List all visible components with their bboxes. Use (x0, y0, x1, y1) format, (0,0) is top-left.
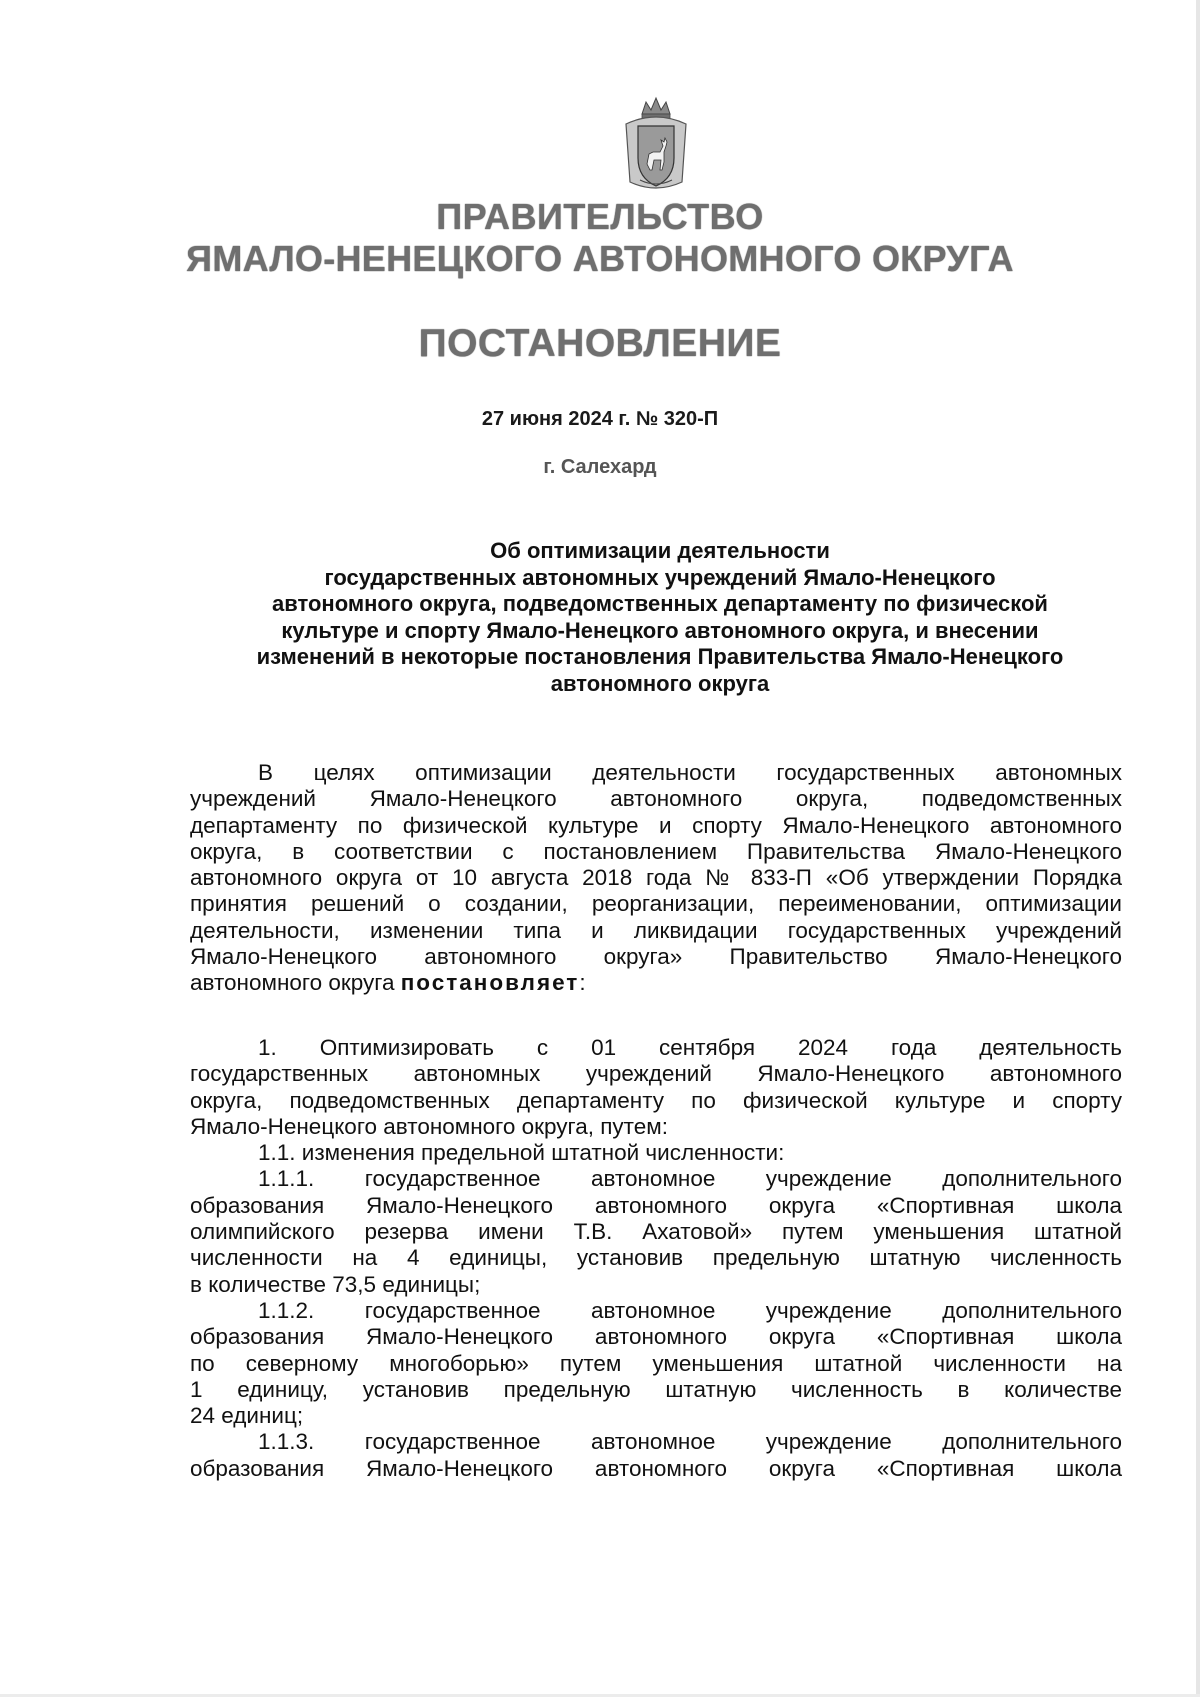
page-edge-shadow (1196, 0, 1200, 1697)
preamble-line: учреждений Ямало-Ненецкого автономного округа, подведомственных (190, 786, 1122, 812)
item-line: 1.1.2. государственное автономное учреждение дополнительного (258, 1297, 1122, 1323)
item-line: образования Ямало-Ненецкого автономного округа «Спортивная школа (190, 1192, 1122, 1218)
item-line: округа, подведомственных департаменту по физической культуре и спорту (190, 1087, 1122, 1113)
preamble-final-text: автономного округа (190, 970, 401, 996)
preamble-final-line (190, 970, 1122, 996)
subject-line: автономного округа, подведомственных департаменту по физической (272, 591, 1048, 616)
preamble-line: департаменту по физической культуре и спорту Ямало-Ненецкого автономного (190, 812, 1122, 838)
item-line: образования Ямало-Ненецкого автономного округа «Спортивная школа (190, 1455, 1122, 1481)
item-line: 24 единиц; (190, 1403, 304, 1429)
item-1-1-line: 1.1. изменения предельной штатной численности: (258, 1140, 785, 1166)
preamble-colon: : (579, 970, 586, 996)
preamble-line: В целях оптимизации деятельности государственных автономных (258, 760, 1122, 785)
item-line: по северному многоборью» путем уменьшения штатной численности на (190, 1350, 1122, 1376)
document-type: ПОСТАНОВЛЕНИЕ (418, 322, 782, 365)
preamble-line: Ямало-Ненецкого автономного округа» Правительство Ямало-Ненецкого (190, 944, 1122, 970)
subject-line: автономного округа (550, 670, 770, 696)
subject-line: Об оптимизации деятельности (490, 538, 830, 563)
subject-line: государственных автономных учреждений Ямало-Ненецкого (324, 564, 996, 590)
coat-of-arms-icon (620, 96, 692, 194)
item-line: 1. Оптимизировать с 01 сентября 2024 года деятельность (258, 1035, 1122, 1060)
document-city: г. Салехард (543, 456, 657, 478)
resolution-keyword: постановляет (400, 970, 580, 996)
item-1-paragraph (190, 1035, 1122, 1482)
document-date-number: 27 июня 2024 г. № 320-П (481, 408, 719, 430)
preamble-line: округа, в соответствии с постановлением Правительства Ямало-Ненецкого (190, 838, 1122, 864)
item-line: численности на 4 единицы, установив предельную штатную численность (190, 1245, 1122, 1271)
preamble-line: деятельности, изменении типа и ликвидации государственных учреждений (190, 917, 1122, 943)
item-line: 1.1.1. государственное автономное учреждение дополнительного (258, 1166, 1122, 1192)
preamble-paragraph (190, 760, 1122, 997)
government-title-line1: ПРАВИТЕЛЬСТВО (436, 196, 764, 237)
preamble-line: автономного округа от 10 августа 2018 года № 833-П «Об утверждении Порядка (190, 865, 1122, 891)
item-line: образования Ямало-Ненецкого автономного округа «Спортивная школа (190, 1324, 1122, 1350)
item-line: Ямало-Ненецкого автономного округа, путем: (190, 1113, 668, 1139)
item-line: олимпийского резерва имени Т.В. Ахатовой» путем уменьшения штатной (190, 1219, 1122, 1245)
subject-line: культуре и спорту Ямало-Ненецкого автономного округа, и внесении (281, 617, 1039, 643)
item-line: 1 единицу, установив предельную штатную численность в количестве (190, 1376, 1122, 1402)
item-line: 1.1.3. государственное автономное учреждение дополнительного (258, 1429, 1122, 1455)
subject-line: изменений в некоторые постановления Правительства Ямало-Ненецкого (256, 644, 1064, 669)
government-title-line2: ЯМАЛО-НЕНЕЦКОГО АВТОНОМНОГО ОКРУГА (186, 238, 1014, 279)
item-line: государственных автономных учреждений Ямало-Ненецкого автономного (190, 1061, 1122, 1087)
item-line: в количестве 73,5 единицы; (190, 1271, 481, 1297)
preamble-line: принятия решений о создании, реорганизации, переименовании, оптимизации (190, 891, 1122, 917)
document-subject (190, 538, 1130, 697)
